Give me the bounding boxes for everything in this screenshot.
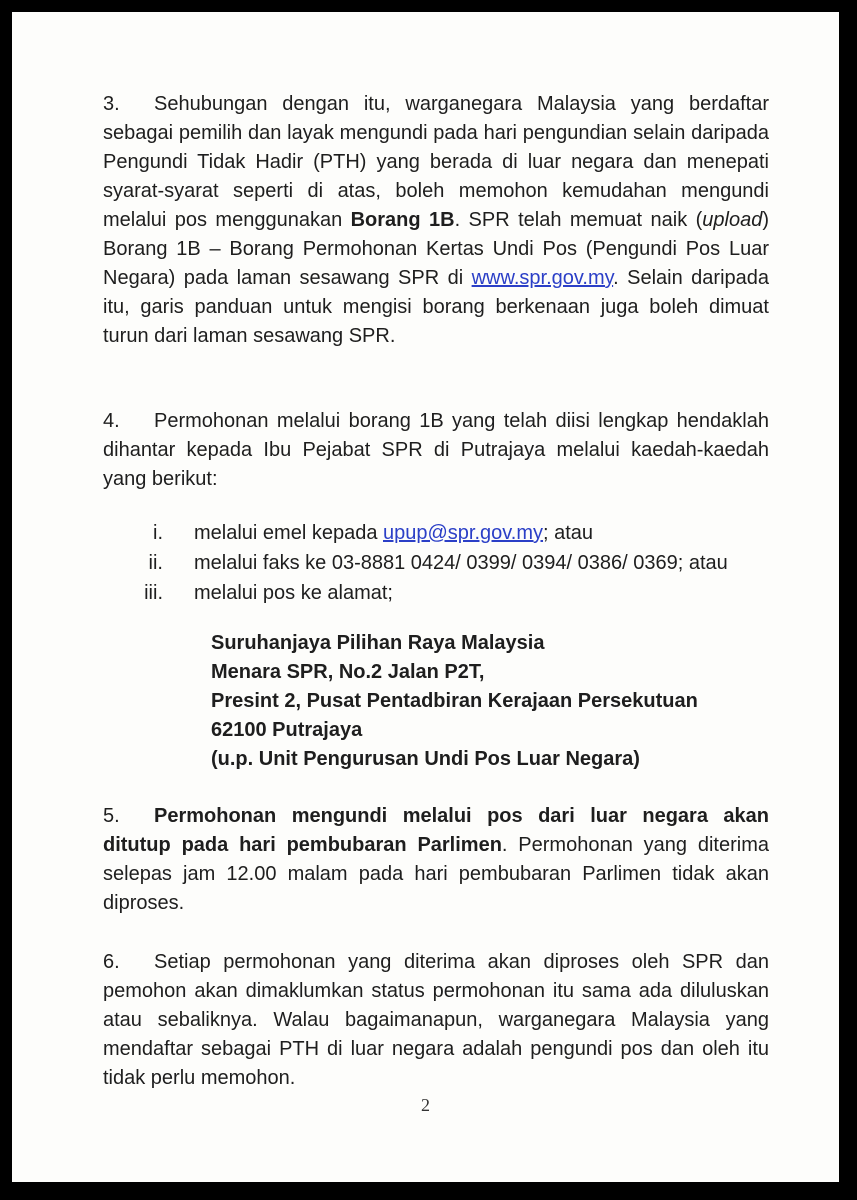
paragraph-text: ) Borang 1B – Borang Permohonan Kertas Undi Pos (Pengundi Pos Luar Negara) pada laman sesawang SPR di: [103, 209, 770, 289]
page-number: 2: [421, 1095, 430, 1115]
list-text: melalui emel kepada: [194, 522, 383, 544]
list-item: [103, 578, 803, 608]
list-numeral: i.: [153, 522, 163, 544]
submission-methods-list: [103, 518, 803, 608]
address-line: Menara SPR, No.2 Jalan P2T,: [211, 661, 485, 683]
paragraph-text: . SPR telah memuat naik (: [454, 209, 703, 231]
list-numeral: iii.: [144, 582, 163, 604]
paragraph-5: [103, 802, 769, 918]
paragraph-number: 6.: [103, 951, 120, 973]
paragraph-4: [103, 407, 769, 494]
spr-website-link[interactable]: www.spr.gov.my: [471, 267, 614, 289]
paragraph-text: . Permohonan yang diterima selepas jam 12.00 malam pada hari pembubaran Parlimen tidak akan diproses.: [103, 834, 769, 914]
address-line: 62100 Putrajaya: [211, 719, 363, 741]
address-line: Suruhanjaya Pilihan Raya Malaysia: [211, 632, 545, 654]
list-text: ; atau: [543, 522, 594, 544]
paragraph-3: [103, 90, 769, 351]
paragraph-number: 5.: [103, 805, 120, 827]
list-numeral: ii.: [148, 552, 163, 574]
address-line: Presint 2, Pusat Pentadbiran Kerajaan Persekutuan: [211, 690, 698, 712]
paragraph-text: Permohonan melalui borang 1B yang telah diisi lengkap hendaklah dihantar kepada Ibu Pejabat SPR di Putrajaya melalui kaedah-kaedah yang berikut:: [103, 410, 769, 490]
paragraph-text: Sehubungan dengan itu, warganegara Malaysia yang berdaftar sebagai pemilih dan layak mengundi pada hari pengundian selain daripada Pengundi Tidak Hadir (PTH) yang berada di luar negara dan menepati syarat-syarat seperti di atas, boleh memohon kemudahan mengundi melalui pos menggunakan: [103, 93, 769, 231]
list-text: melalui pos ke alamat;: [194, 582, 393, 604]
document-page: [12, 12, 839, 1182]
list-text: melalui faks ke 03-8881 0424/ 0399/ 0394/ 0386/ 0369; atau: [194, 552, 728, 574]
deadline-bold: Permohonan mengundi melalui pos dari luar negara akan ditutup pada hari pembubaran Parlimen: [103, 805, 769, 856]
address-line: (u.p. Unit Pengurusan Undi Pos Luar Negara): [211, 748, 640, 770]
list-item: [103, 518, 803, 548]
paragraph-6: [103, 948, 769, 1093]
postal-address: [211, 629, 698, 774]
paragraph-text: Setiap permohonan yang diterima akan diproses oleh SPR dan pemohon akan dimaklumkan status permohonan itu sama ada diluluskan atau sebaliknya. Walau bagaimanapun, warganegara Malaysia yang mendaftar sebagai PTH di luar negara adalah pengundi pos dan oleh itu tidak perlu memohon.: [103, 951, 769, 1089]
form-name-bold: Borang 1B: [350, 209, 455, 231]
paragraph-number: 3.: [103, 93, 120, 115]
paragraph-number: 4.: [103, 410, 120, 432]
email-link[interactable]: upup@spr.gov.my: [383, 522, 544, 544]
list-item: [103, 548, 803, 578]
paragraph-text: . Selain daripada itu, garis panduan untuk mengisi borang berkenaan juga boleh dimuat turun dari laman sesawang SPR.: [103, 267, 769, 347]
upload-italic: upload: [702, 209, 763, 231]
